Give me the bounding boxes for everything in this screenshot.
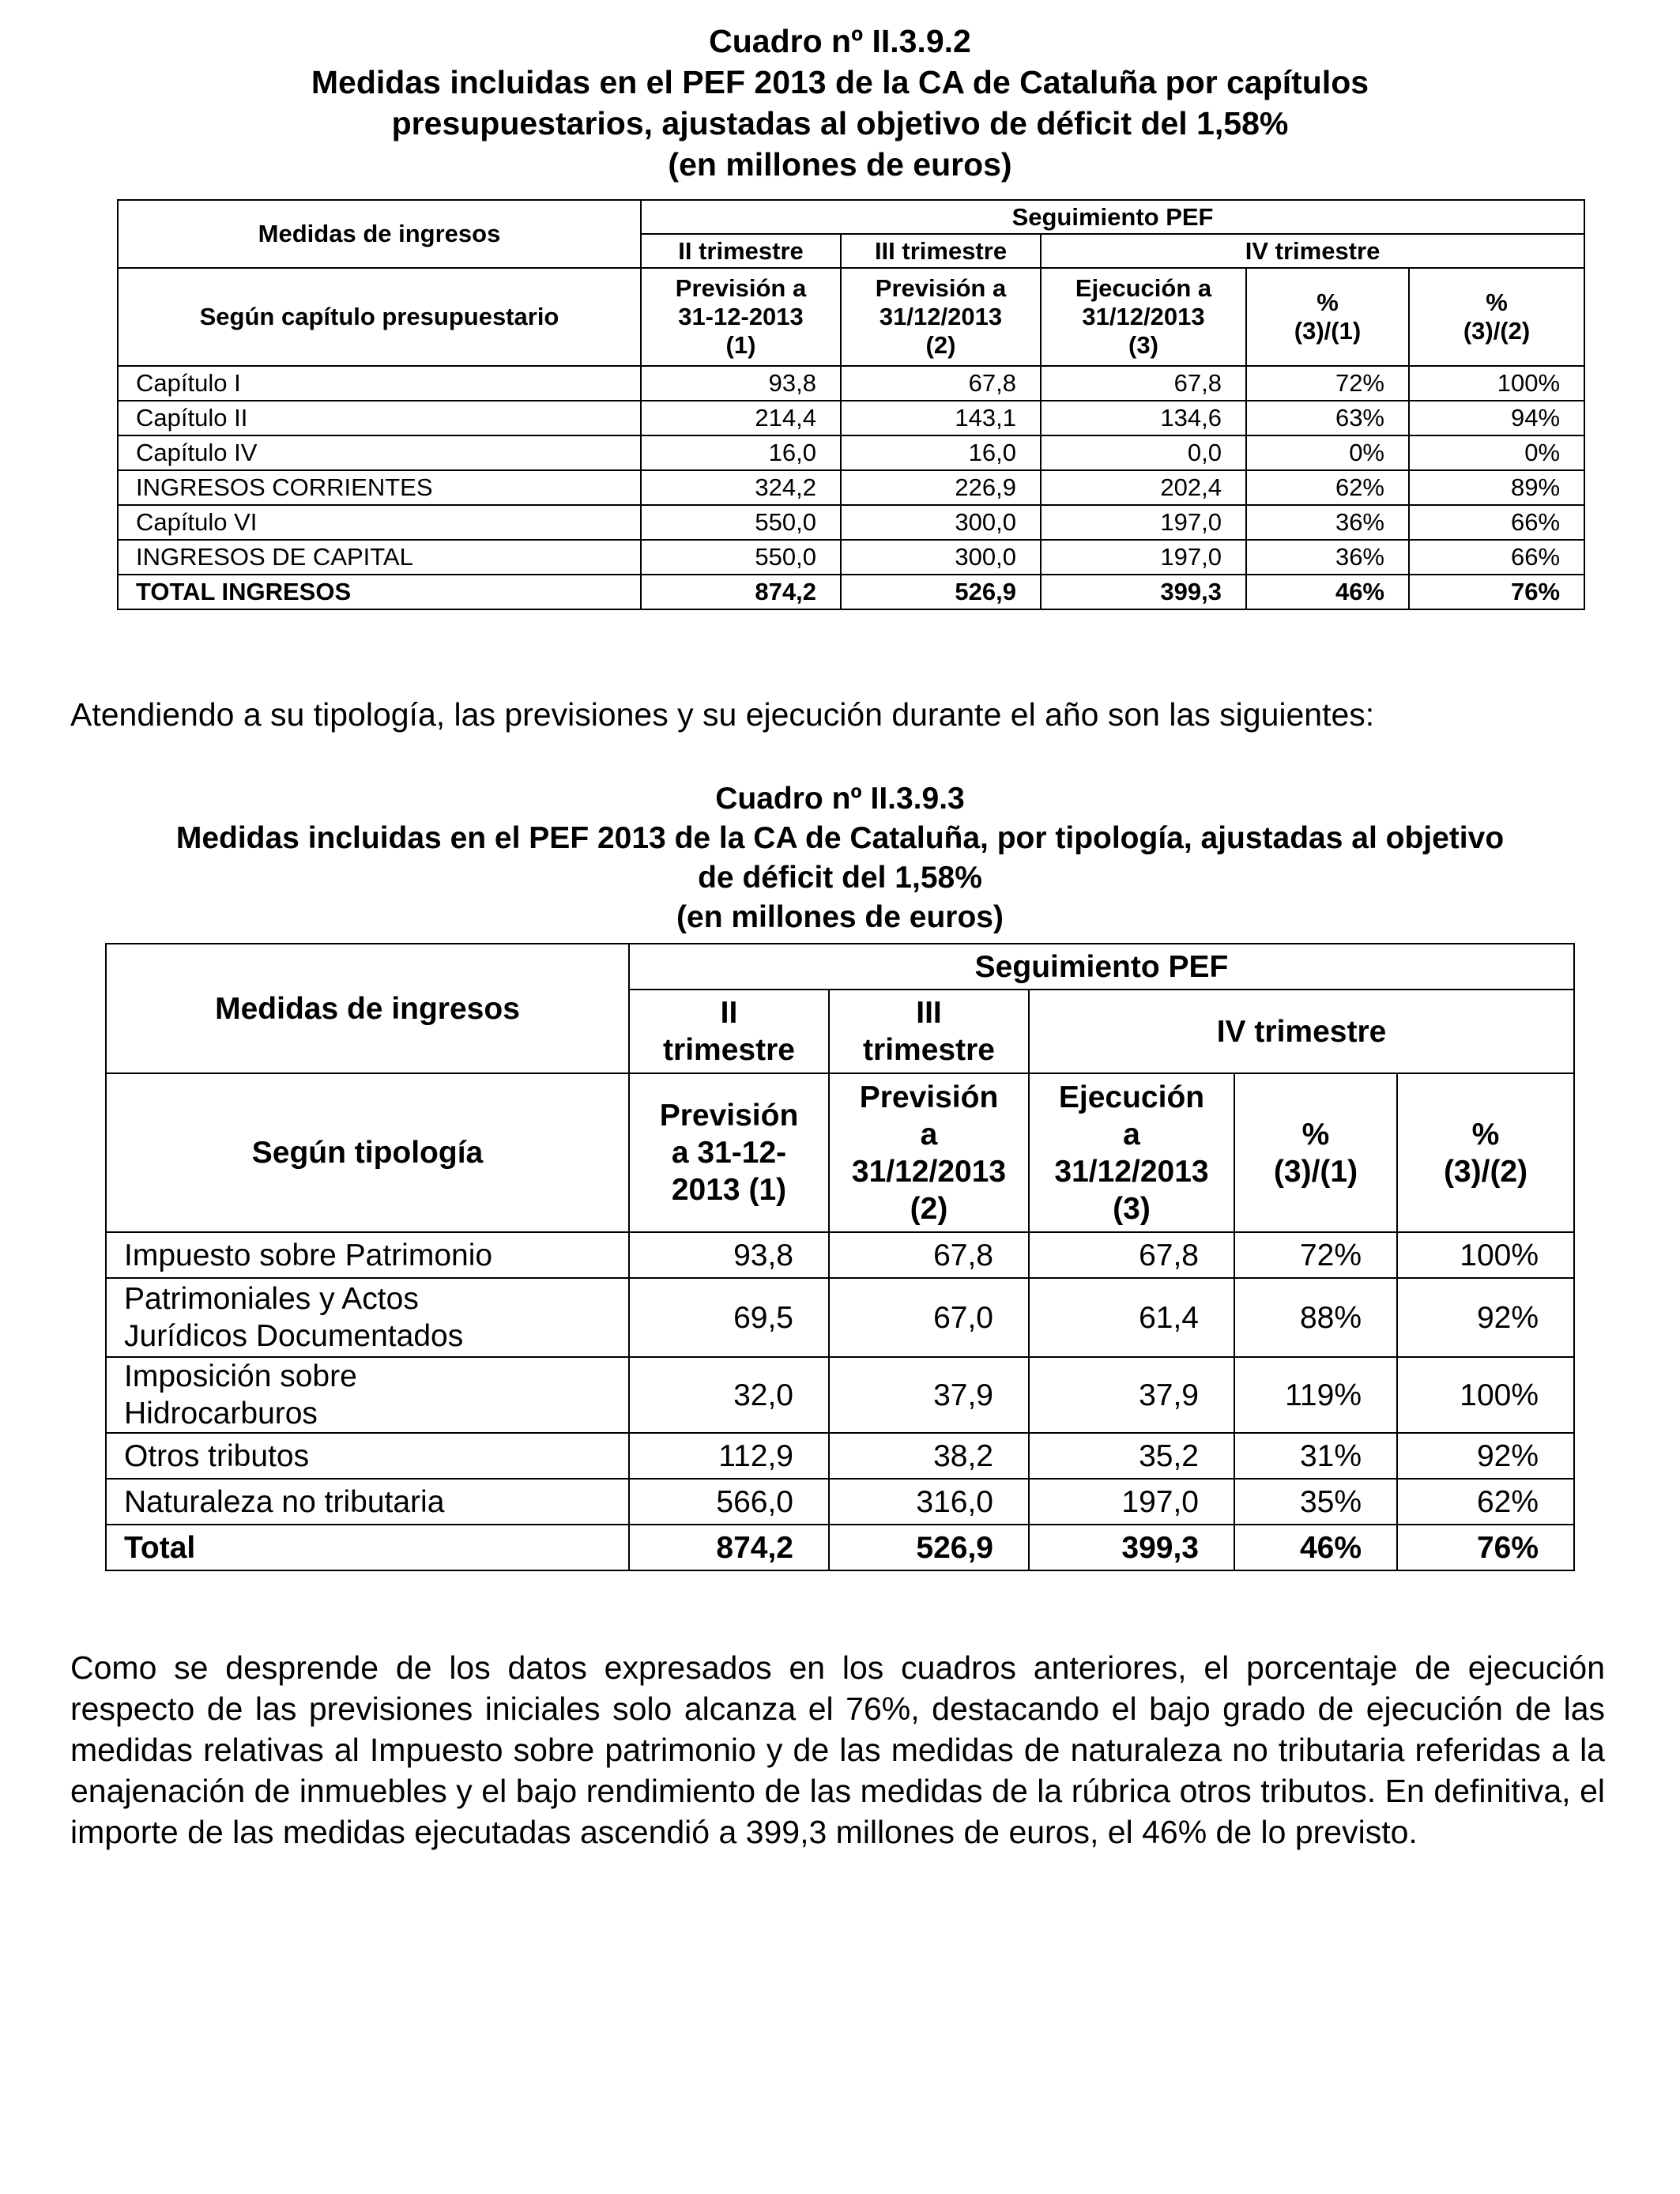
paragraph-conclusion: Como se desprende de los datos expresados en los cuadros anteriores, el porcentaje de ejecución respecto de las previsiones iniciales solo alcanza el 76%, destacando el bajo grado de ejecución de las medidas relativas al Impuesto sobre patrimonio y de las medidas de naturaleza no tributaria referidas a la enajenación de inmuebles y el bajo rendimiento de las medidas de la rúbrica otros tributos. En definitiva, el importe de las medidas ejecutadas ascendió a 399,3 millones de euros, el 46% de lo previsto. [70, 1649, 1605, 1850]
table-row: INGRESOS DE CAPITAL 550,0 300,0 197,0 36% 66% [118, 540, 1584, 575]
table-row: Capítulo I 93,8 67,8 67,8 72% 100% [118, 366, 1584, 401]
table2-header-group: Seguimiento PEF [629, 944, 1574, 990]
table1-col-header: % (3)/(2) [1409, 268, 1584, 366]
table1-number: Cuadro nº II.3.9.2 [709, 23, 971, 59]
table-row: Capítulo VI 550,0 300,0 197,0 36% 66% [118, 505, 1584, 540]
table1-units: (en millones de euros) [668, 146, 1012, 183]
table1-header-sub: Según capítulo presupuestario [118, 268, 641, 366]
table1-header-main: Medidas de ingresos [118, 200, 641, 268]
table1-col-header: Ejecución a 31/12/2013 (3) [1041, 268, 1246, 366]
table1-header-q2: II trimestre [641, 234, 841, 268]
table1-title-line1: Medidas incluidas en el PEF 2013 de la CA de Cataluña por capítulos [311, 64, 1369, 100]
table2-col-header: Previsión a 31/12/2013 (2) [829, 1073, 1029, 1232]
table1-header-q4: IV trimestre [1041, 234, 1584, 268]
table1-header-q3: III trimestre [841, 234, 1041, 268]
table2-header-sub: Según tipología [106, 1073, 629, 1232]
table1 [117, 199, 1585, 610]
table2-header-q2: II trimestre [629, 990, 829, 1073]
table2-col-header: % (3)/(1) [1234, 1073, 1397, 1232]
table2-header-main: Medidas de ingresos [106, 944, 629, 1073]
table1-caption [0, 21, 1680, 185]
table-row: Otros tributos 112,9 38,2 35,2 31% 92% [106, 1433, 1574, 1479]
table2-title-line2: de déficit del 1,58% [698, 861, 982, 895]
paragraph-intro: Atendiendo a su tipología, las previsiones y su ejecución durante el año son las siguientes: [70, 696, 1375, 733]
table-row: Capítulo IV 16,0 16,0 0,0 0% 0% [118, 435, 1584, 470]
table2-caption [0, 779, 1680, 937]
table2-number: Cuadro nº II.3.9.3 [715, 782, 965, 816]
table1-col-header: Previsión a 31-12-2013 (1) [641, 268, 841, 366]
table1-title-line2: presupuestarios, ajustadas al objetivo de déficit del 1,58% [391, 105, 1289, 141]
table-row: Impuesto sobre Patrimonio 93,8 67,8 67,8 72% 100% [106, 1232, 1574, 1278]
table1-header-group: Seguimiento PEF [641, 200, 1584, 234]
table2-col-header: Previsión a 31-12- 2013 (1) [629, 1073, 829, 1232]
table2-title-line1: Medidas incluidas en el PEF 2013 de la CA de Cataluña, por tipología, ajustadas al objetivo [175, 821, 1505, 855]
table2-units: (en millones de euros) [676, 900, 1004, 934]
table-row: Naturaleza no tributaria 566,0 316,0 197,0 35% 62% [106, 1479, 1574, 1525]
table-total-row: TOTAL INGRESOS 874,2 526,9 399,3 46% 76% [118, 575, 1584, 609]
table2-col-header: % (3)/(2) [1397, 1073, 1574, 1232]
table-row: INGRESOS CORRIENTES 324,2 226,9 202,4 62% 89% [118, 470, 1584, 505]
table2-header-q3: III trimestre [829, 990, 1029, 1073]
table-row: Patrimoniales y Actos Jurídicos Documentados 69,5 67,0 61,4 88% 92% [106, 1278, 1574, 1357]
table2-header-q4: IV trimestre [1029, 990, 1574, 1073]
table-row: Imposición sobre Hidrocarburos 32,0 37,9 37,9 119% 100% [106, 1357, 1574, 1433]
table-row: Capítulo II 214,4 143,1 134,6 63% 94% [118, 401, 1584, 435]
table2 [105, 943, 1575, 1571]
table1-col-header: Previsión a 31/12/2013 (2) [841, 268, 1041, 366]
table-total-row: Total 874,2 526,9 399,3 46% 76% [106, 1525, 1574, 1570]
table2-col-header: Ejecución a 31/12/2013 (3) [1029, 1073, 1234, 1232]
table1-col-header: % (3)/(1) [1246, 268, 1409, 366]
